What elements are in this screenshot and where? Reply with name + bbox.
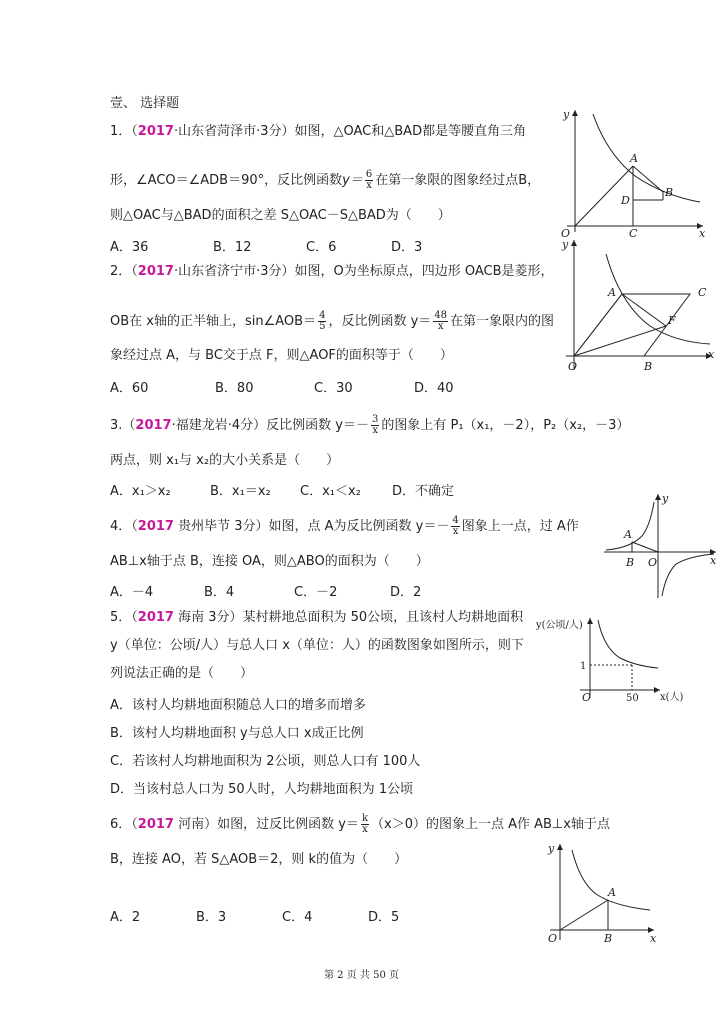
q2-sin-den: 5 [319,321,326,332]
q6-number: 6．（ [110,817,138,832]
q1-label-y: y [563,108,570,121]
q2-text2b: ，反比例函数 y＝ [328,314,432,329]
q2-curve [606,254,710,344]
q5-y-arrow [587,618,593,624]
q3-option-d[interactable]: D．不确定 [392,484,455,499]
q1-y-arrow [572,110,578,116]
q2-seg-of [574,326,666,356]
q2-label-x: x [708,348,715,361]
q3-frac-num: 3 [371,414,379,425]
q6-option-c[interactable]: C．4 [282,910,313,925]
q1-line2 [110,170,540,191]
q6-fraction [361,814,369,835]
q1-seg-ab [633,166,663,192]
q3-source: ·福建龙岩·4分）反比例函数 y＝－ [171,418,369,433]
q4-label-o: O [648,556,658,569]
q6-label-x: x [650,932,657,945]
q6-option-a[interactable]: A．2 [110,910,141,925]
q5-x-label: x(人) [660,692,684,703]
q1-label-a: A [630,152,638,165]
q1-frac-den: x [366,180,372,191]
q5-option-a[interactable]: A．该村人均耕地面积随总人口的增多而增多 [110,698,366,713]
q2-year: 2017 [137,264,174,279]
q6-curve [572,850,650,910]
q2-label-b: B [644,360,653,373]
q3-option-b[interactable]: B．x₁＝x₂ [210,484,271,499]
q4-text1b: 图象上一点，过 A作 [461,519,579,534]
q4-frac-den: x [452,526,459,537]
q1-text2a: 形，∠ACO＝∠ADB＝90°，反比例函数 [110,173,343,188]
q6-year: 2017 [137,817,174,832]
q3-text1b: 的图象上有 P₁（x₁，－2），P₂（x₂，－3） [381,418,630,433]
q4-curve-right [662,554,714,596]
q2-sin-fraction [318,311,326,332]
q6-source: 河南）如图，过反比例函数 y＝ [173,817,359,832]
q3-frac-den: x [372,425,378,436]
q2-option-a[interactable]: A．60 [110,381,149,396]
q1-option-a[interactable]: A．36 [110,240,149,255]
q5-figure [536,612,696,704]
q4-figure [600,490,720,602]
q2-source: ·山东省济宁市·3分）如图，O为坐标原点，四边形 OACB是菱形， [173,264,554,279]
q1-label-x: x [699,227,706,239]
q1-frac-num: 6 [365,169,373,180]
q2-option-d[interactable]: D．40 [414,381,454,396]
q6-label-o: O [548,932,558,945]
q6-label-a: A [608,886,616,899]
q2-line3: 象经过点 A，与 BC交于点 F，则△AOF的面积等于（ ） [110,348,453,363]
q5-tick-y: 1 [580,661,587,672]
q5-line1 [110,610,523,626]
q4-line1 [110,516,579,537]
q1-curve [593,114,700,202]
q5-number: 5．（ [110,610,138,625]
q5-option-d[interactable]: D．当该村总人口为 50人时，人均耕地面积为 1公顷 [110,782,414,797]
q3-option-a[interactable]: A．x₁＞x₂ [110,484,171,499]
q6-label-y: y [548,842,555,855]
q3-option-c[interactable]: C．x₁＜x₂ [300,484,361,499]
q2-text2c: 在第一象限内的图 [450,314,555,329]
q2-text2a: OB在 x轴的正半轴上，sin∠AOB＝ [110,314,317,329]
q2-line2 [110,311,554,332]
q6-y-arrow [557,844,563,850]
q4-seg-ao [632,542,658,552]
q6-line2: B，连接 AO，若 S△AOB＝2，则 k的值为（ ） [110,852,408,867]
q3-year: 2017 [135,418,172,433]
q2-label-a: A [608,286,616,299]
q4-source: 贵州毕节 3分）如图，点 A为反比例函数 y＝－ [173,519,450,534]
q4-frac-num: 4 [452,515,459,526]
q1-option-b[interactable]: B．12 [213,240,252,255]
q2-label-y: y [562,238,569,251]
q6-line1 [110,814,610,835]
q3-line1 [110,415,629,436]
q2-figure [560,234,718,376]
q1-text2b: y＝ [342,173,363,188]
q4-curve-left [606,502,654,550]
q2-y-arrow [571,240,577,246]
q3-fraction [371,415,379,436]
q1-label-d: D [621,194,630,207]
q4-option-c[interactable]: C．－2 [294,585,338,600]
q5-option-c[interactable]: C．若该村人均耕地面积为 2公顷，则总人口有 100人 [110,754,421,769]
q1-number: 1．（ [110,124,138,139]
q2-sin-num: 4 [319,310,326,321]
q5-source: 海南 3分）某村耕地总面积为 50公顷，且该村人均耕地面积 [173,610,524,625]
q6-label-b: B [604,932,613,945]
q2-label-o: O [568,360,578,373]
q4-label-y: y [662,492,669,505]
q4-label-a: A [624,528,632,541]
q4-year: 2017 [137,519,174,534]
q1-option-c[interactable]: C．6 [306,240,337,255]
q3-number: 3.（ [110,418,136,433]
q5-line2: y（单位：公顷/人）与总人口 x（单位：人）的函数图象如图所示，则下 [110,638,524,653]
q2-label-c: C [698,286,707,299]
q2-seg-oa [574,294,622,356]
q5-tick-x: 50 [626,693,639,704]
q1-line3: 则△OAC与△BAD的面积之差 S△OAC－S△BAD为（ ） [110,208,451,223]
q1-label-c: C [629,227,638,239]
q5-line3: 列说法正确的是（ ） [110,666,254,681]
q6-frac-num: k [361,813,368,824]
q4-line2: AB⊥x轴于点 B，连接 OA，则△ABO的面积为（ ） [110,554,429,569]
q2-label-f: F [668,314,676,327]
q6-seg-oa [560,900,608,930]
q5-option-b[interactable]: B．该村人均耕地面积 y与总人口 x成正比例 [110,726,364,741]
q4-option-b[interactable]: B．4 [204,585,235,600]
q1-source: ·山东省菏泽市·3分）如图， [173,124,334,139]
q2-number: 2．（ [110,264,138,279]
q6-option-d[interactable]: D．5 [368,910,400,925]
q2-frac-den: x [437,321,444,332]
q1-text2c: 在第一象限的图象经过点B， [375,173,541,188]
q4-option-a[interactable]: A．－4 [110,585,154,600]
q1-text1: △OAC和△BAD都是等腰直角三角 [333,124,527,139]
q2-option-c[interactable]: C．30 [314,381,353,396]
q6-frac-den: x [362,824,368,835]
q1-fraction [365,170,373,191]
q2-fraction [433,311,448,332]
q4-fraction [451,516,459,537]
q1-figure [555,104,710,239]
q2-line1 [110,264,554,280]
q4-label-b: B [626,556,635,569]
q1-label-b: B [665,186,674,199]
q4-label-x: x [710,554,717,567]
section-title: 壹、 选择题 [110,96,180,111]
q4-option-d[interactable]: D．2 [390,585,422,600]
q5-label-o: O [582,691,592,704]
q5-y-label: y(公顷/人) [536,620,583,631]
q3-line2: 两点，则 x₁与 x₂的大小关系是（ ） [110,453,340,468]
q1-year: 2017 [137,124,174,139]
q5-curve [598,620,658,668]
page-footer: 第 2 页 共 50 页 [324,970,399,981]
q5-year: 2017 [137,610,174,625]
q1-line1 [110,124,526,140]
q6-figure [540,838,662,950]
q6-text1b: （x＞0）的图象上一点 A作 AB⊥x轴于点 [371,817,610,832]
q2-frac-num: 48 [434,310,448,321]
q4-number: 4．（ [110,519,138,534]
q2-option-b[interactable]: B．80 [215,381,254,396]
q1-option-d[interactable]: D．3 [391,240,423,255]
q1-label-o: O [561,227,571,239]
q6-option-b[interactable]: B．3 [196,910,227,925]
q4-y-arrow [655,494,661,500]
